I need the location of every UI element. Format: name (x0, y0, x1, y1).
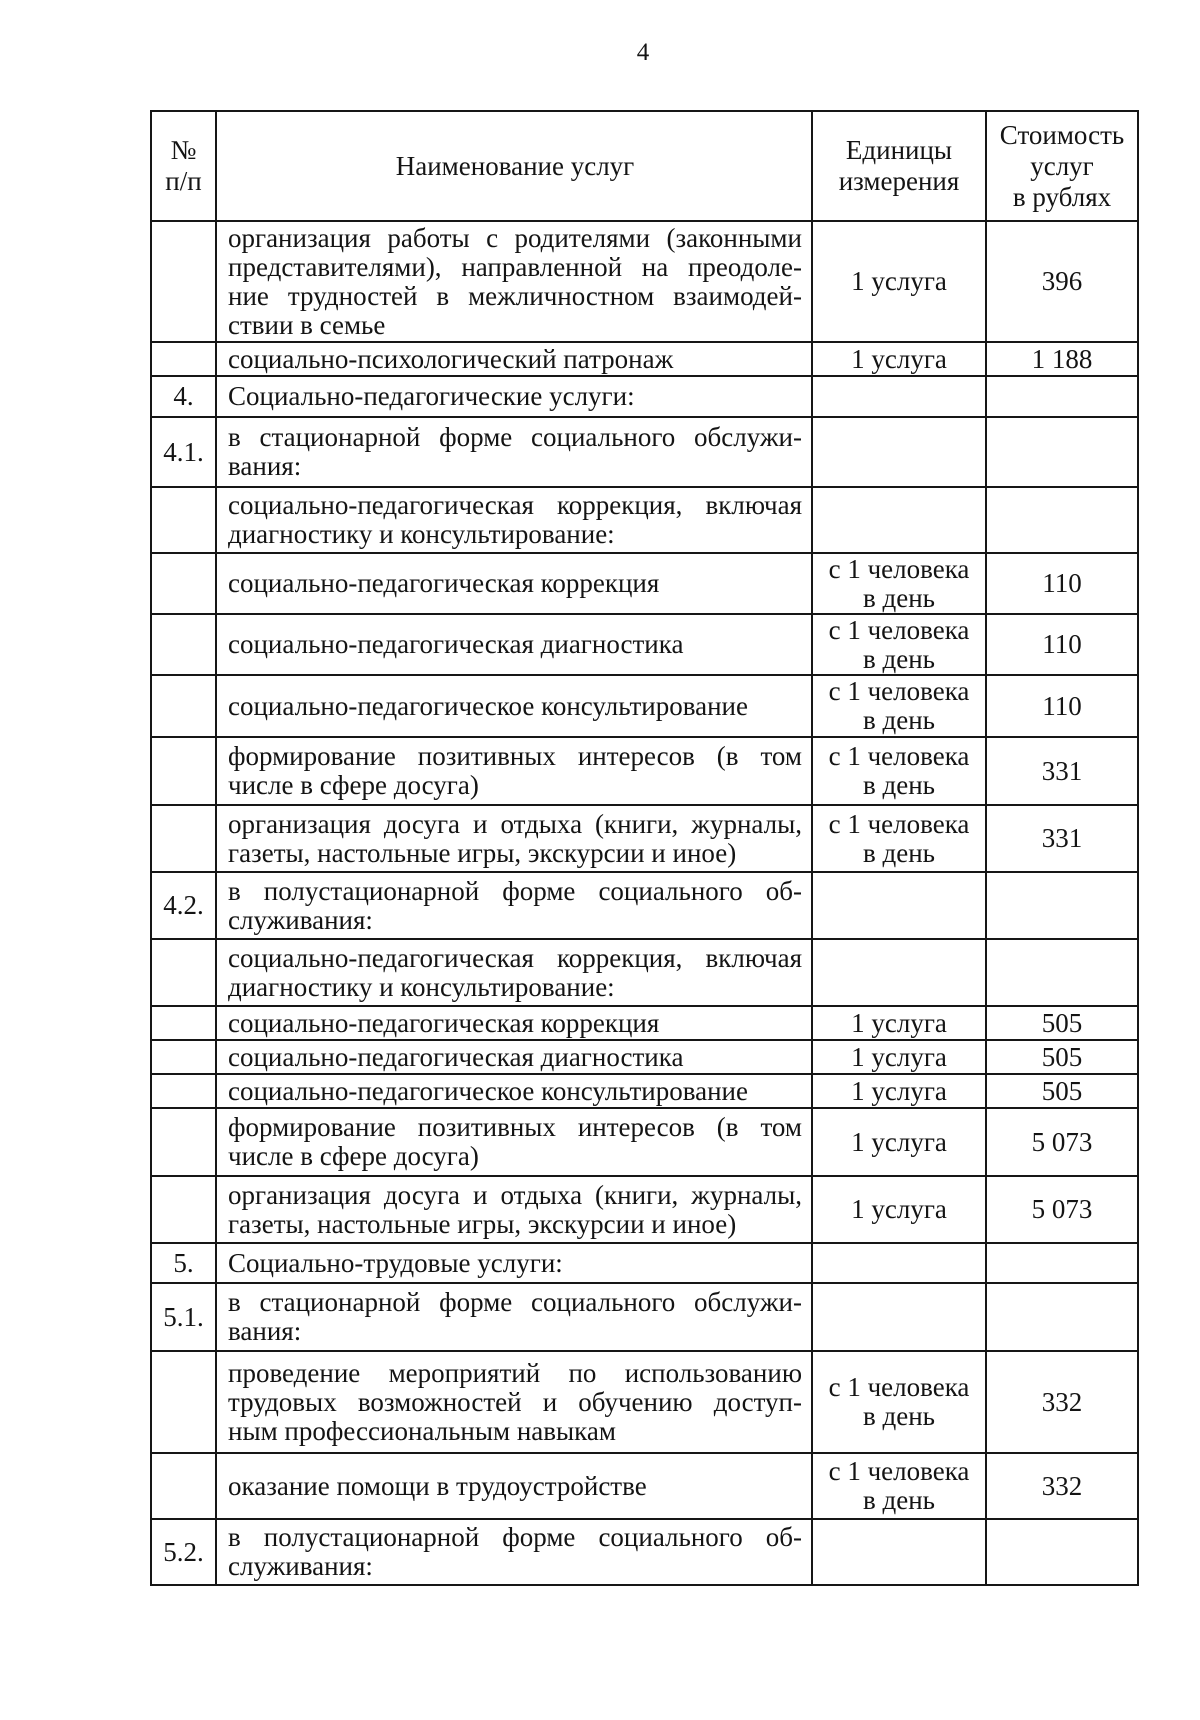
word: журналы, (691, 808, 802, 839)
word: и (473, 808, 488, 839)
word: преодоле- (687, 251, 802, 282)
row-number (151, 737, 216, 805)
unit-of-measure (812, 614, 986, 675)
text-line: в день (863, 837, 935, 868)
table-row (151, 376, 1138, 417)
table-row (151, 417, 1138, 487)
service-price: 1 188 (986, 342, 1138, 376)
word: отдыха (500, 1179, 583, 1210)
word: трудовых (228, 1386, 337, 1417)
service-name (216, 1040, 812, 1074)
unit-of-measure (812, 1453, 986, 1519)
table-row (151, 221, 1138, 342)
table-row (151, 1243, 1138, 1283)
service-name (216, 417, 812, 487)
service-name (216, 805, 812, 872)
word: и (473, 1179, 488, 1210)
text-line: с 1 человека (828, 614, 970, 645)
service-price (986, 1519, 1138, 1585)
word: стационарной (259, 422, 421, 452)
text-line: Социально-педагогические услуги: (228, 381, 635, 411)
row-number (151, 805, 216, 872)
word: трудностей (287, 280, 418, 311)
service-name (216, 1108, 812, 1176)
text-line: № (170, 135, 197, 165)
text-line: ствии в семье (228, 309, 386, 340)
row-number (151, 1040, 216, 1074)
text-line: 1 услуга (851, 1126, 947, 1157)
word: (законными (666, 222, 802, 253)
unit-of-measure (812, 1243, 986, 1283)
text-line: социально-психологический патронаж (228, 343, 674, 374)
word: с (486, 222, 499, 253)
word: на (641, 251, 669, 282)
service-price: 332 (986, 1453, 1138, 1519)
table-body (151, 221, 1138, 1585)
row-number: 5.2. (151, 1519, 216, 1585)
service-name (216, 376, 812, 417)
unit-of-measure (812, 487, 986, 553)
table-row (151, 737, 1138, 805)
service-name (216, 1176, 812, 1243)
word: включая (705, 490, 802, 520)
text-line: социально-педагогическая коррекция (228, 1007, 660, 1038)
text-line (228, 1388, 802, 1417)
word: интересов (577, 741, 695, 771)
word: представителями), (228, 251, 442, 282)
service-name (216, 1074, 812, 1108)
text-line: оказание помощи в трудоустройстве (228, 1470, 647, 1501)
table-row (151, 872, 1138, 939)
text-line: числе в сфере досуга) (228, 1141, 479, 1171)
text-line: в день (863, 1485, 935, 1515)
service-price: 110 (986, 675, 1138, 737)
service-name (216, 737, 812, 805)
text-line: измерения (838, 166, 960, 196)
text-line: в день (863, 770, 935, 800)
word: (в (716, 1112, 739, 1142)
word: обучению (578, 1386, 693, 1417)
service-price: 110 (986, 553, 1138, 614)
text-line: 1 услуга (851, 343, 947, 374)
word: об- (765, 875, 802, 906)
table-row (151, 1351, 1138, 1453)
word: социально-педагогическая (228, 942, 534, 973)
text-line: социально-педагогическое консультирование (228, 1075, 748, 1106)
word: по (568, 1357, 597, 1388)
word: в (228, 875, 241, 906)
text-line (228, 1359, 802, 1388)
text-line: служивания: (228, 1551, 373, 1581)
table-header (151, 111, 1138, 221)
row-number (151, 939, 216, 1006)
word: об- (765, 1522, 802, 1552)
header-price (986, 111, 1138, 221)
services-table (150, 110, 1139, 1586)
text-line: Наименование услуг (395, 150, 635, 181)
service-name (216, 1006, 812, 1040)
word: организация (228, 222, 371, 253)
table-row (151, 1074, 1138, 1108)
text-line: социально-педагогическая диагностика (228, 629, 684, 659)
table-row (151, 1283, 1138, 1351)
unit-of-measure (812, 805, 986, 872)
row-number: 4.1. (151, 417, 216, 487)
table-row (151, 614, 1138, 675)
word: (книги, (595, 808, 679, 839)
word: социального (531, 1287, 676, 1317)
table-row (151, 1453, 1138, 1519)
service-name (216, 872, 812, 939)
text-line: Стоимость (999, 119, 1125, 150)
row-number: 5.1. (151, 1283, 216, 1351)
service-name (216, 1243, 812, 1283)
unit-of-measure (812, 1176, 986, 1243)
word: обслужи- (694, 1287, 802, 1317)
text-line: числе в сфере досуга) (228, 770, 479, 800)
row-number (151, 1006, 216, 1040)
table-row (151, 1006, 1138, 1040)
service-price: 110 (986, 614, 1138, 675)
service-name (216, 675, 812, 737)
unit-of-measure (812, 1074, 986, 1108)
unit-of-measure (812, 675, 986, 737)
service-name (216, 1351, 812, 1453)
table-row (151, 1519, 1138, 1585)
word: социального (531, 422, 676, 452)
unit-of-measure (812, 1283, 986, 1351)
text-line: газеты, настольные игры, экскурсии и иное) (228, 837, 737, 868)
word: обслужи- (694, 422, 802, 452)
text-line (228, 253, 802, 282)
word: журналы, (691, 1179, 802, 1210)
text-line (228, 224, 802, 253)
text-line: в день (863, 643, 935, 674)
text-line: в день (863, 582, 935, 613)
row-number (151, 553, 216, 614)
word: коррекция, (557, 490, 683, 520)
service-price (986, 376, 1138, 417)
word: форме (439, 422, 513, 452)
table-row (151, 1176, 1138, 1243)
text-line (228, 1181, 802, 1210)
service-price (986, 872, 1138, 939)
service-name (216, 1453, 812, 1519)
service-price: 505 (986, 1074, 1138, 1108)
text-line: социально-педагогическая коррекция (228, 568, 660, 598)
word: стационарной (259, 1287, 421, 1317)
row-number: 5. (151, 1243, 216, 1283)
text-line: п/п (165, 166, 202, 196)
word: и (542, 1386, 558, 1417)
unit-of-measure (812, 342, 986, 376)
service-name (216, 221, 812, 342)
text-line: 1 услуга (851, 266, 947, 296)
service-name (216, 487, 812, 553)
table-row (151, 553, 1138, 614)
text-line: Единицы (845, 135, 953, 165)
text-line: ным профессиональным навыкам (228, 1415, 616, 1446)
word: (в (716, 741, 739, 771)
word: формирование (228, 741, 396, 771)
text-line (228, 491, 802, 520)
word: работы (387, 222, 470, 253)
word: полустационарной (263, 875, 480, 906)
word: в (228, 1522, 241, 1552)
text-line (228, 1523, 802, 1552)
unit-of-measure (812, 872, 986, 939)
text-line: в день (863, 1401, 935, 1431)
text-line (228, 944, 802, 973)
text-line: в день (863, 705, 935, 735)
service-price (986, 487, 1138, 553)
service-price: 332 (986, 1351, 1138, 1453)
word: организация (228, 1179, 371, 1210)
table-row (151, 939, 1138, 1006)
table-header-row (151, 111, 1138, 221)
row-number (151, 1453, 216, 1519)
text-line: социально-педагогическая диагностика (228, 1041, 684, 1072)
text-line: 1 услуга (851, 1007, 947, 1038)
word: коррекция, (557, 942, 683, 973)
unit-of-measure (812, 939, 986, 1006)
table-row (151, 1040, 1138, 1074)
word: социального (598, 875, 743, 906)
row-number (151, 487, 216, 553)
service-price (986, 939, 1138, 1006)
unit-of-measure (812, 376, 986, 417)
unit-of-measure (812, 737, 986, 805)
table-row (151, 805, 1138, 872)
row-number (151, 1108, 216, 1176)
text-line: с 1 человека (828, 808, 970, 839)
text-line: услуг (1030, 150, 1094, 181)
word: позитивных (417, 741, 556, 771)
service-name (216, 1519, 812, 1585)
row-number (151, 342, 216, 376)
word: включая (705, 942, 802, 973)
text-line: социально-педагогическое консультирование (228, 690, 748, 721)
word: родителями (514, 222, 651, 253)
word: форме (502, 1522, 576, 1552)
word: в (228, 422, 241, 452)
word: интересов (577, 1112, 695, 1142)
text-line (228, 423, 802, 452)
row-number (151, 1176, 216, 1243)
word: том (760, 1112, 802, 1142)
service-price (986, 417, 1138, 487)
word: возможностей (357, 1386, 522, 1417)
word: позитивных (417, 1112, 556, 1142)
row-number (151, 221, 216, 342)
row-number: 4.2. (151, 872, 216, 939)
text-line: с 1 человека (828, 741, 970, 771)
service-name (216, 342, 812, 376)
text-line: вания: (228, 1316, 302, 1346)
service-price (986, 1243, 1138, 1283)
text-line: с 1 человека (828, 1456, 970, 1486)
word: том (760, 741, 802, 771)
text-line: газеты, настольные игры, экскурсии и иное) (228, 1208, 737, 1239)
text-line: с 1 человека (828, 553, 970, 584)
word: использованию (624, 1357, 802, 1388)
service-name (216, 1283, 812, 1351)
row-number (151, 1074, 216, 1108)
unit-of-measure (812, 417, 986, 487)
text-line: диагностику и консультирование: (228, 971, 615, 1002)
service-price: 5 073 (986, 1108, 1138, 1176)
text-line: 1 услуга (851, 1194, 947, 1224)
word: полустационарной (263, 1522, 480, 1552)
unit-of-measure (812, 221, 986, 342)
word: социального (598, 1522, 743, 1552)
header-unit (812, 111, 986, 221)
word: ние (228, 280, 269, 311)
service-price: 505 (986, 1040, 1138, 1074)
text-line: с 1 человека (828, 1372, 970, 1402)
unit-of-measure (812, 1040, 986, 1074)
word: направленной (461, 251, 623, 282)
row-number (151, 675, 216, 737)
service-name (216, 553, 812, 614)
unit-of-measure (812, 553, 986, 614)
table-row (151, 487, 1138, 553)
text-line: вания: (228, 451, 302, 481)
word: доступ- (713, 1386, 802, 1417)
word: форме (439, 1287, 513, 1317)
word: социально-педагогическая (228, 490, 534, 520)
word: формирование (228, 1112, 396, 1142)
text-line: 1 услуга (851, 1041, 947, 1072)
word: досуга (383, 1179, 461, 1210)
service-price: 396 (986, 221, 1138, 342)
text-line: служивания: (228, 904, 373, 935)
text-line (228, 877, 802, 906)
table-row (151, 1108, 1138, 1176)
word: форме (502, 875, 576, 906)
word: в (228, 1287, 241, 1317)
service-price: 331 (986, 805, 1138, 872)
text-line (228, 1288, 802, 1317)
unit-of-measure (812, 1108, 986, 1176)
word: (книги, (595, 1179, 679, 1210)
service-name (216, 614, 812, 675)
page-number: 4 (636, 39, 650, 66)
header-number (151, 111, 216, 221)
text-line: с 1 человека (828, 676, 970, 706)
text-line: Социально-трудовые услуги: (228, 1247, 563, 1278)
row-number (151, 1351, 216, 1453)
unit-of-measure (812, 1351, 986, 1453)
row-number: 4. (151, 376, 216, 417)
unit-of-measure (812, 1006, 986, 1040)
row-number (151, 614, 216, 675)
unit-of-measure (812, 1519, 986, 1585)
text-line (228, 1113, 802, 1142)
word: организация (228, 808, 371, 839)
service-price (986, 1283, 1138, 1351)
header-service-name (216, 111, 812, 221)
table-row (151, 675, 1138, 737)
text-line: в рублях (1012, 181, 1112, 212)
text-line (228, 810, 802, 839)
word: межличностном (468, 280, 655, 311)
word: взаимодей- (673, 280, 802, 311)
service-name (216, 939, 812, 1006)
word: досуга (383, 808, 461, 839)
table-row (151, 342, 1138, 376)
text-line (228, 742, 802, 771)
word: проведение (228, 1357, 361, 1388)
word: отдыха (500, 808, 583, 839)
text-line (228, 282, 802, 311)
word: в (436, 280, 450, 311)
service-price: 505 (986, 1006, 1138, 1040)
service-price: 331 (986, 737, 1138, 805)
word: мероприятий (388, 1357, 541, 1388)
text-line: диагностику и консультирование: (228, 519, 615, 549)
text-line: 1 услуга (851, 1075, 947, 1106)
service-price: 5 073 (986, 1176, 1138, 1243)
